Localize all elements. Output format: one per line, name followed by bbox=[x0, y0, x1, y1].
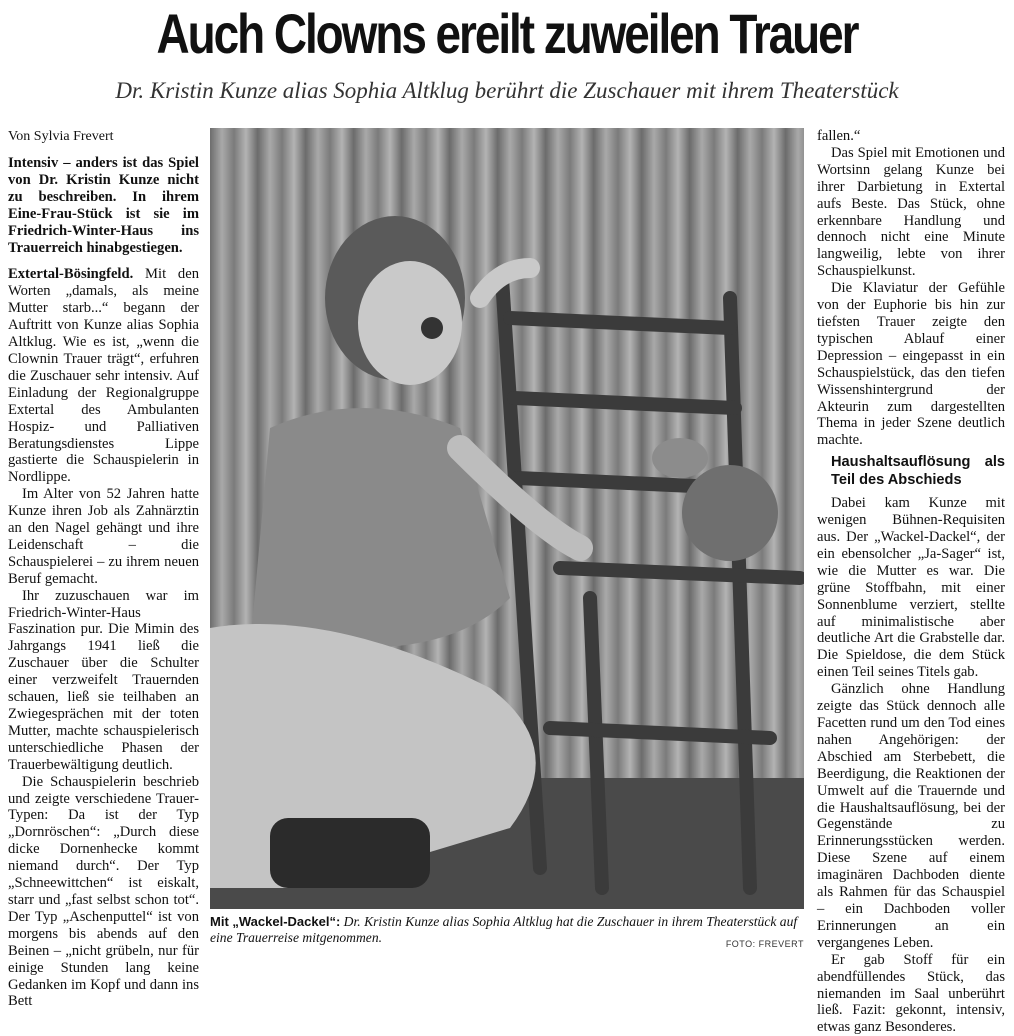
paragraph-text: Mit den Worten „damals, als meine Mutter starb...“ begann der Auftritt von Kunze alias Sophia Altklug. Wie es ist, „wenn die Clownin Trauer trägt“, erfuhren die Zuschauer sehr intensiv. Auf Einladung der Regionalgruppe Extertal des Ambulanten Hospiz- und Palliativen Beratungsdienstes Lippe gastierte die Schauspielerin in Nordlippe. bbox=[8, 266, 199, 486]
paragraph: Dabei kam Kunze mit wenigen Bühnen-Requisiten aus. Der „Wackel-Dackel“, der ein ebensolcher „Ja-Sager“ ist, wie die Mutter es war. Die grüne Stoffbahn, mit einer Sonnenblume verziert, stellte auf minimalistische aber deutliche Art die Grabstelle dar. Die Spieldose, die dem Stück einen Teil seines Titels gab. bbox=[817, 495, 1005, 681]
byline: Von Sylvia Frevert bbox=[8, 129, 114, 144]
headline: Auch Clowns ereilt zuweilen Trauer bbox=[156, 2, 858, 65]
paragraph: Gänzlich ohne Handlung zeigte das Stück dennoch alle Facetten rund um den Tod eines nahen Angehörigen: der Abschied am Sterbebett, die Beerdigung, die Reaktionen der Umwelt auf die Trauernde und die Haushaltsauflösung, bei der Gegenstände zu Erinnerungsstücken werden. Diese Szene auf einem imaginären Dachboden diente als Rahmen für das Schauspiel – ein Dachboden voller Erinnerungen an ein vergangenes Leben. bbox=[817, 681, 1005, 951]
lead-paragraph: Intensiv – anders ist das Spiel von Dr. Kristin Kunze nicht zu beschreiben. In ihrem Eine-Frau-Stück ist sie im Friedrich-Winter-Haus ins Trauerreich hinabgestiegen. bbox=[8, 155, 199, 256]
photo-illustration bbox=[210, 128, 804, 909]
photo-credit: FOTO: FREVERT bbox=[725, 939, 804, 949]
photo-caption bbox=[210, 914, 804, 946]
paragraph: Im Alter von 52 Jahren hatte Kunze ihren Job als Zahnärztin an den Nagel gehängt und ihre Leidenschaft – die Schauspielerei – zu ihrem neuen Beruf gemacht. bbox=[8, 486, 199, 587]
paragraph: Ihr zuzuschauen war im Friedrich-Winter-Haus Faszination pur. Die Mimin des Jahrgangs 1941 ließ die Zuschauer über die Schulter einer verzweifelt Trauernden schauen, ließ sie teilhaben an Zwiegesprächen mit der toten Mutter, machte schauspielerisch unterschiedliche Phasen der Trauerbewältigung deutlich. bbox=[8, 587, 199, 773]
section-subtitle: Haushaltsauflösung als Teil des Abschieds bbox=[831, 454, 1005, 489]
article-column-1 bbox=[8, 128, 199, 1010]
subheadline: Dr. Kristin Kunze alias Sophia Altklug berührt die Zuschauer mit ihrem Theaterstück bbox=[115, 78, 899, 103]
dateline: Extertal-Bösingfeld. bbox=[8, 266, 134, 283]
paragraph: Die Schauspielerin beschrieb und zeigte verschiedene Trauer-Typen: Da ist der Typ „Dornröschen“: „Durch diese dicke Dornenhecke kommt niemand durch“. Der Typ „Schneewittchen“ ist eiskalt, starr und „fast selbst schon tot“. Der Typ „Aschenputtel“ ist von morgens bis abends auf den Beinen – „nicht grübeln, nur für einige Stunden lang keine Gedanken im Kopf und dann ins Bett bbox=[8, 773, 199, 1010]
caption-lead: Mit „Wackel-Dackel“: bbox=[210, 914, 341, 929]
article-photo bbox=[210, 128, 804, 909]
paragraph: Die Klaviatur der Gefühle von der Euphorie bis hin zur tiefsten Trauer zeigte den typischen Ablauf einer Depression – eingepasst in ein Schauspielstück, das den tiefen Wissenshintergrund der Akteurin zum dargestellten Thema in jeder Szene deutlich machte. bbox=[817, 280, 1005, 449]
article-column-3 bbox=[817, 128, 1005, 1036]
paragraph: Das Spiel mit Emotionen und Wortsinn gelang Kunze bei ihrer Darbietung in Extertal aufs Beste. Das Stück, ohne erkennbare Handlung und dennoch nicht eine Minute langweilig, lebte von ihrer Schauspielkunst. bbox=[817, 144, 1005, 280]
caption-text: Dr. Kristin Kunze alias Sophia Altklug hat die Zuschauer in ihrem Theaterstück auf eine Trauerreise mitgenommen. bbox=[210, 914, 798, 945]
paragraph bbox=[8, 266, 199, 486]
paragraph: Er gab Stoff für ein abendfüllendes Stück, das niemanden im Saal unberührt ließ. Fazit: gekonnt, intensiv, etwas ganz Besonderes. bbox=[817, 951, 1005, 1036]
paragraph: fallen.“ bbox=[817, 128, 861, 144]
